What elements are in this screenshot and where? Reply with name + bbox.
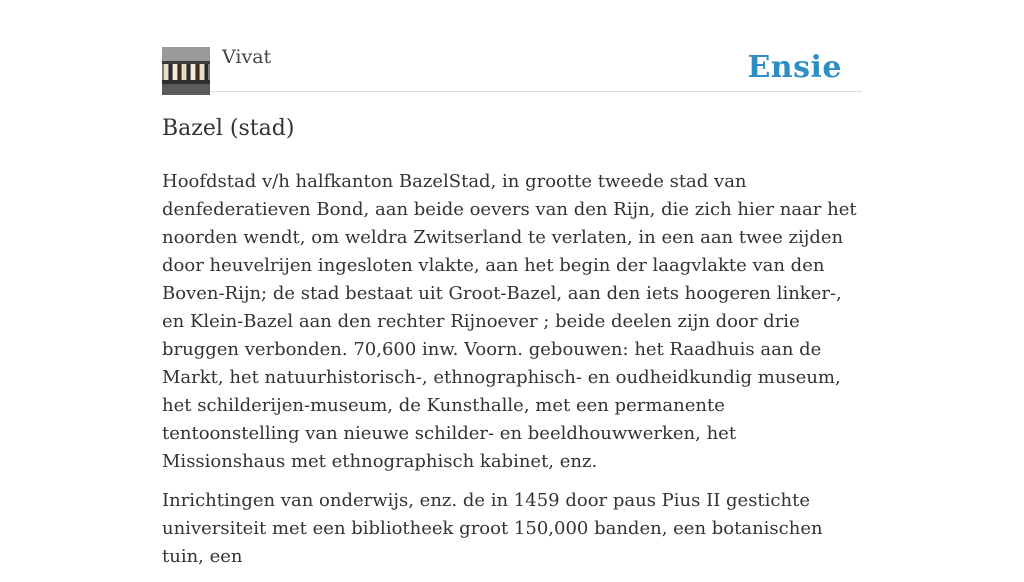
article-body [162,168,862,582]
author-name[interactable]: Vivat [222,46,272,68]
article-title: Bazel (stad) [162,116,295,141]
header [162,0,862,92]
books-avatar-icon[interactable] [162,47,210,95]
article-paragraph-2: Inrichtingen van onderwijs, enz. de in 1459 door paus Pius II gestichte universiteit met een bibliotheek groot 150,000 banden, een botanischen tuin, een [162,490,823,567]
article-paragraph-1: Hoofdstad v/h halfkanton BazelStad, in grootte tweede stad van denfederatieven Bond, aan beide oevers van den Rijn, die zich hier naar het noorden wendt, om weldra Zwitserland te verlaten, in een aan twee zijden door heuvelrijen ingesloten vlakte, aan het begin der laagvlakte van den Boven-Rijn; de stad bestaat uit Groot-Bazel, aan den iets hoogeren linker-, en Klein-Bazel aan den rechter Rijnoever ; beide deelen zijn door drie bruggen verbonden. 70,600 inw. Voorn. gebouwen: het Raadhuis aan de Markt, het natuurhistorisch-, ethnographisch- en oudheidkundig museum, het schilderijen-museum, de Kunsthalle, met een permanente tentoonstelling van nieuwe schilder- en beeldhouwwerken, het Missionshaus met ethnographisch kabinet, enz. [162,171,857,472]
ensie-logo[interactable]: Ensie [747,50,842,85]
page-container [162,0,862,567]
